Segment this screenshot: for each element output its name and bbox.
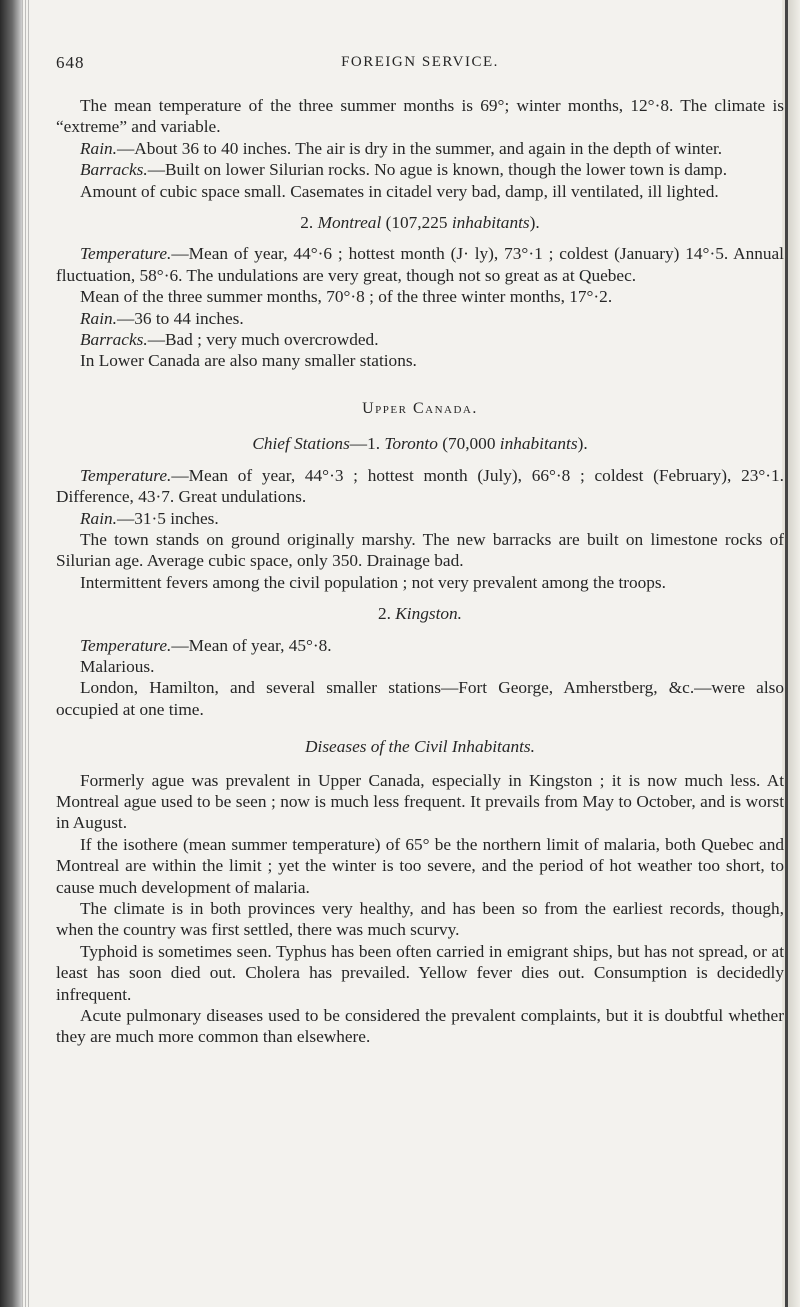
page-number: 648 [56, 53, 85, 72]
montreal-summer-winter: Mean of the three summer months, 70°·8 ; of the three winter months, 17°·2. [80, 287, 613, 307]
quebec-temperature: The mean temperature of the three summer months is 69°; winter months, 12°·8. The climate is “extreme” and variable. [56, 96, 784, 137]
montreal-barracks: Barracks.—Bad ; very much overcrowded. [80, 330, 379, 350]
lower-canada-note: In Lower Canada are also many smaller stations. [80, 351, 417, 371]
header-title: FOREIGN SERVICE. [341, 54, 499, 70]
upper-canada-title: Upper Canada. [362, 399, 478, 417]
diseases-heading: Diseases of the Civil Inhabitants. [305, 737, 535, 757]
diseases-climate: The climate is in both provinces very healthy, and has been so from the earliest records, though, when the country was first settled, there was much scurvy. [56, 899, 784, 940]
quebec-cubic-space: Amount of cubic space small. Casemates in citadel very bad, damp, ill ventilated, ill lighted. [80, 181, 719, 201]
toronto-town: The town stands on ground originally marshy. The new barracks are built on limestone rocks of Silurian age. Average cubic space, only 350. Drainage bad. [56, 529, 784, 571]
kingston-heading: 2. Kingston. [377, 604, 463, 624]
quebec-rain: Rain.—About 36 to 40 inches. The air is dry in the summer, and again in the depth of winter. [80, 138, 723, 158]
binding-shadow [0, 0, 22, 1307]
toronto-heading: Chief Stations—1. Toronto (70,000 inhabitants). [252, 434, 588, 454]
montreal-temperature: Temperature.—Mean of year, 44°·6 ; hottest month (J· ly), 73°·1 ; coldest (January) 14°·5. Annual fluctuation, 58°·6. The undulations are very great, though not so great as at Quebec. [56, 244, 784, 285]
diseases-isothere: If the isothere (mean summer temperature) of 65° be the northern limit of malaria, both Quebec and Montreal are within the limit ; yet the winter is too severe, and the period of hot weather too short, to cause much development of malaria. [56, 834, 784, 897]
toronto-temperature: Temperature.—Mean of year, 44°·3 ; hottest month (July), 66°·8 ; coldest (February), 23°·1. Difference, 43·7. Great undulations. [56, 465, 784, 507]
toronto-rain: Rain.—31·5 inches. [80, 508, 219, 528]
running-head [56, 52, 784, 78]
diseases-typhoid: Typhoid is sometimes seen. Typhus has been often carried in emigrant ships, but has not spread, or at least has soon died out. Cholera has prevailed. Yellow fever dies out. Consumption is decidedly infrequent. [56, 941, 784, 1004]
kingston-temperature: Temperature.—Mean of year, 45°·8. [80, 635, 332, 655]
page-edge-streak [785, 0, 788, 1307]
montreal-rain: Rain.—36 to 44 inches. [80, 308, 244, 328]
kingston-malarious: Malarious. [80, 656, 155, 676]
diseases-pulmonary: Acute pulmonary diseases used to be considered the prevalent complaints, but it is doubtful whether they are much more common than elsewhere. [56, 1006, 784, 1047]
diseases-ague: Formerly ague was prevalent in Upper Canada, especially in Kingston ; it is now much less. At Montreal ague used to be seen ; now is much less frequent. It prevails from May to October, and is worst in August. [56, 770, 784, 833]
barracks-label: Barracks. [80, 160, 148, 180]
page-content [56, 52, 784, 1048]
binding-lines [22, 0, 30, 1307]
montreal-heading: 2. Montreal (107,225 inhabitants). [300, 213, 540, 233]
quebec-barracks: Barracks.—Built on lower Silurian rocks. No ague is known, though the lower town is damp. [80, 160, 728, 180]
toronto-fevers: Intermittent fevers among the civil population ; not very prevalent among the troops. [80, 572, 666, 592]
rain-label: Rain. [80, 138, 117, 158]
other-stations: London, Hamilton, and several smaller stations—Fort George, Amherstberg, &c.—were also occupied at one time. [56, 678, 784, 719]
